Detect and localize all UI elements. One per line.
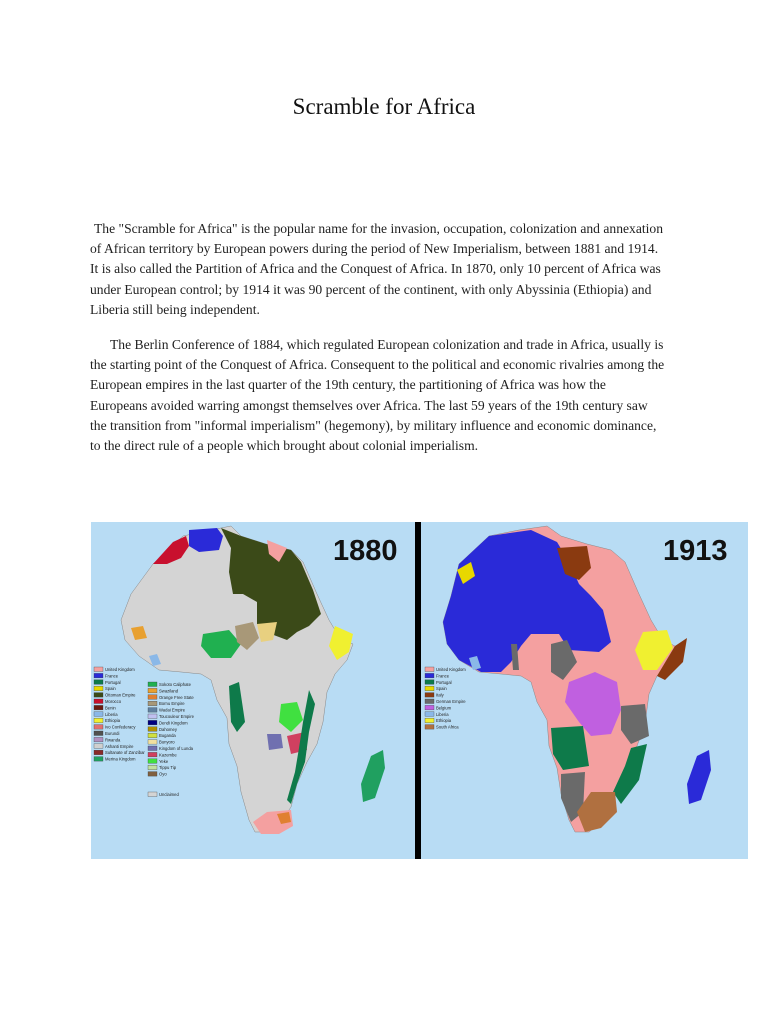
legend-1880-item-swatch [94, 686, 103, 691]
legend-1880-item-label: Orange Free State [159, 694, 194, 700]
legend-1880-item-label: Tippu Tip [159, 765, 177, 771]
legend-1880-item-swatch [148, 714, 157, 719]
africa-maps-figure [91, 522, 748, 859]
legend-1880-item-label: Wadai Empire [159, 707, 186, 713]
legend-1880-item-label: Buganda [159, 733, 176, 739]
legend-1880-item-label: Kingdom of Lunda [159, 746, 193, 751]
legend-1880-item-swatch [148, 688, 157, 693]
legend-1880-item-label: Oyo [159, 771, 167, 777]
legend-1880-item-label: Ashanti Empire [105, 743, 134, 749]
legend-1880-unclaimed-label: Unclaimed [159, 792, 179, 797]
legend-1880-item-swatch [148, 733, 157, 738]
legend-1880-item-swatch [148, 720, 157, 725]
legend-1913-item-swatch [425, 699, 434, 704]
legend-1880-item-label: Spain [105, 686, 116, 692]
legend-1880-item-label: Sokoto Caliphate [159, 682, 191, 687]
legend-1913-item-label: Portugal [436, 679, 452, 685]
legend-1880-item-label: Portugal [105, 679, 121, 685]
legend-1880-item-swatch [148, 752, 157, 757]
paragraph-berlin-conference: The Berlin Conference of 1884, which regulated European colonization and trade in Africa, usually is the starting point of the Conquest of Africa. Consequent to the political and economic rivalries among the European empires in the last quarter of the 19th century, the partitioning of Africa was how the Europeans avoided warring amongst themselves over Africa. The last 59 years of the 19th century saw the transition from "informal imperialism" (hegemony), by military influence and economic dominance, to the direct rule of a people which brought about colonial imperialism. [90, 337, 665, 454]
legend-1880-item-label: United Kingdom [105, 667, 135, 672]
legend-1913-item-swatch [425, 718, 434, 723]
legend-1880-item-label: France [105, 673, 119, 679]
legend-1880-item-label: Dahomey [159, 726, 177, 732]
legend-1880-item-label: Ivo Confederacy [105, 724, 136, 730]
legend-1880-item-swatch [148, 772, 157, 777]
legend-1880-item-label: Liberia [105, 711, 118, 717]
legend-1880-item-swatch [148, 746, 157, 751]
legend-1880-item-swatch [94, 725, 103, 730]
map-1913-year-label: 1913 [663, 535, 728, 567]
legend-1913-item-swatch [425, 693, 434, 698]
legend-1880-item-swatch [94, 750, 103, 755]
legend-1880-item-swatch [148, 695, 157, 700]
legend-1880-item-label: Bornu Empire [159, 701, 185, 707]
legend-1880-item-label: Bunyoro [159, 739, 175, 745]
legend-1880-item-swatch [94, 744, 103, 749]
legend-1913-item-swatch [425, 705, 434, 710]
legend-1880-item-label: Kazembe [159, 752, 177, 758]
legend-1913-item-label: Italy [436, 692, 444, 698]
legend-1880-item-label: Burundi [105, 731, 120, 736]
legend-1880-item-swatch [148, 727, 157, 732]
legend-1880-item-swatch [148, 708, 157, 713]
legend-1880-item-swatch [94, 737, 103, 742]
legend-1880-item-swatch [148, 765, 157, 770]
legend-1880-item-swatch [94, 693, 103, 698]
legend-1880-item-swatch [94, 718, 103, 723]
legend-1880-item-label: Dendi Kingdom [159, 720, 188, 726]
paragraph-intro: The "Scramble for Africa" is the popular name for the invasion, occupation, colonization and annexation of African territory by European powers during the period of New Imperialism, between 1881 and 1914. It is also called the Partition of Africa and the Conquest of Africa. In 1870, only 10 percent of Africa was under European control; by 1914 it was 90 percent of the continent, with only Abyssinia (Ethiopia) and Liberia still being independent. [90, 221, 664, 317]
legend-1913-item-swatch [425, 725, 434, 730]
legend-1913-item-swatch [425, 680, 434, 685]
legend-1913-item-swatch [425, 686, 434, 691]
legend-1913-item-swatch [425, 673, 434, 678]
legend-1880-item-label: Rwanda [105, 737, 121, 743]
legend-1880-item-label: Toucouleur Empire [159, 714, 194, 719]
map-1880-year-label: 1880 [333, 535, 398, 567]
legend-1880-item-swatch [94, 757, 103, 762]
map-divider [415, 522, 421, 859]
legend-1880-unclaimed-swatch [148, 792, 157, 797]
legend-1913-item-label: United Kingdom [436, 667, 466, 672]
legend-1913-item-label: South Africa [436, 724, 459, 730]
legend-1880-item-swatch [148, 759, 157, 764]
legend-1880-item-label: Ottoman Empire [105, 692, 136, 698]
legend-1880-item-label: Merina Kingdom [105, 756, 136, 762]
africa-maps-image [91, 522, 748, 859]
legend-1880-item-swatch [94, 705, 103, 710]
legend-1913-item-swatch [425, 667, 434, 672]
legend-1880-item-swatch [148, 740, 157, 745]
legend-1913-item-label: Belgium [436, 705, 452, 711]
region-france-algeria-1880 [189, 528, 223, 552]
legend-1880-item-swatch [94, 667, 103, 672]
legend-1913-item-label: Spain [436, 686, 447, 692]
legend-1880-item-swatch [94, 731, 103, 736]
legend-1880-item-swatch [94, 680, 103, 685]
legend-1913-item-swatch [425, 712, 434, 717]
legend-1880-item-label: Ethiopia [105, 718, 121, 724]
legend-1913-item-label: Liberia [436, 711, 449, 717]
legend-1880-item-label: Swaziland [159, 688, 179, 694]
legend-1880-item-swatch [94, 673, 103, 678]
legend-1880-item-label: Morocco [105, 699, 122, 704]
legend-1880-item-label: Yeke [159, 758, 169, 764]
legend-1880-item-label: Sultanate of Zanzibar [105, 750, 145, 756]
legend-1880-item-swatch [148, 701, 157, 706]
legend-1913-item-label: Ethiopia [436, 718, 452, 724]
page-title: Scramble for Africa [292, 94, 476, 119]
region-lunda-1880 [267, 734, 283, 750]
legend-1880-item-swatch [148, 682, 157, 687]
legend-1913-item-label: German Empire [436, 699, 466, 704]
legend-1880-item-label: Benin [105, 705, 116, 711]
legend-1880-item-swatch [94, 699, 103, 704]
legend-1880-item-swatch [94, 712, 103, 717]
legend-1913-item-label: France [436, 673, 450, 679]
